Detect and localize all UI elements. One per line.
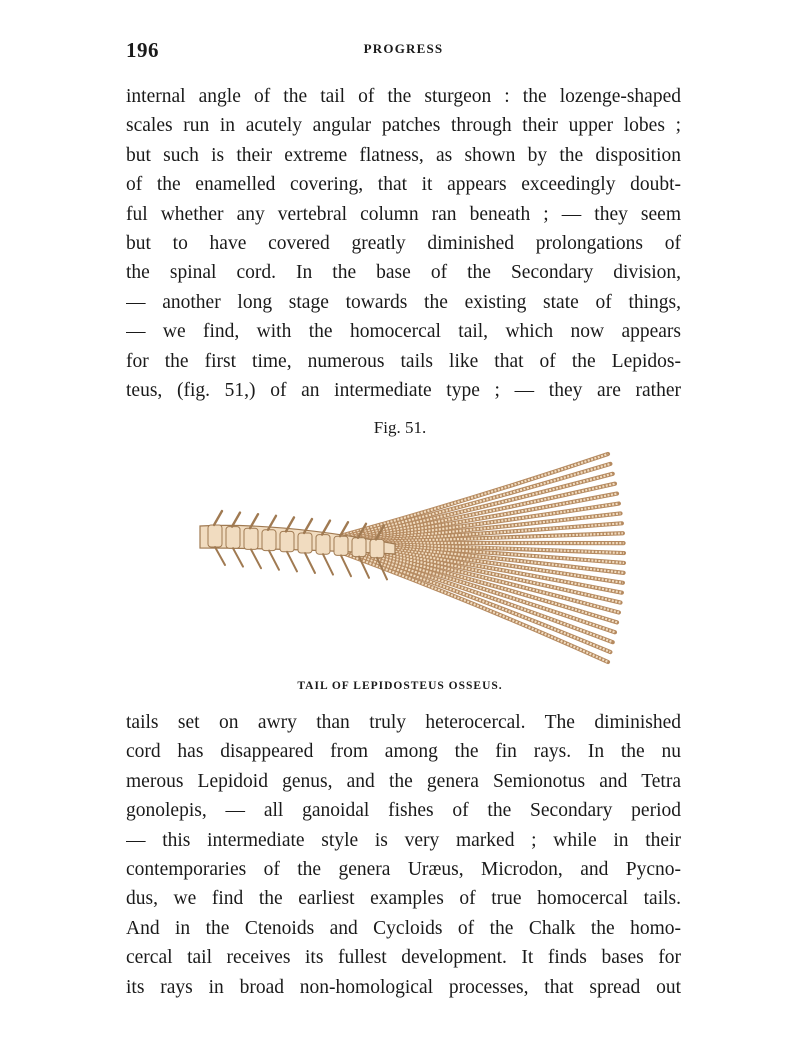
vertebra xyxy=(370,539,384,557)
text-line: — we find, with the homocercal tail, which now appears xyxy=(126,321,681,343)
paragraph-bottom xyxy=(126,708,681,1002)
text-line: of the enamelled covering, that it appears exceedingly doubt- xyxy=(126,174,681,196)
text-line: cord has disappeared from among the fin rays. In the nu xyxy=(126,741,681,763)
text-line: its rays in broad non-homological processes, that spread out xyxy=(126,976,681,998)
text-line: but to have covered greatly diminished prolongations of xyxy=(126,232,681,254)
text-line: but such is their extreme flatness, as shown by the disposition xyxy=(126,144,681,166)
haemal-spine xyxy=(269,551,279,570)
text-line: dus, we find the earliest examples of true homocercal tails. xyxy=(126,888,681,910)
vertebra xyxy=(316,535,330,555)
paragraph-top xyxy=(126,82,681,405)
vertebra xyxy=(208,525,222,547)
tail-skeleton-illustration xyxy=(190,448,630,670)
figure-label: Fig. 51. xyxy=(373,418,427,437)
text-line: scales run in acutely angular patches through their upper lobes ; xyxy=(126,115,681,137)
haemal-spine xyxy=(251,549,261,568)
haemal-spine xyxy=(233,548,243,566)
text-line: internal angle of the tail of the sturgeon : the lozenge-shaped xyxy=(126,86,681,107)
haemal-spine xyxy=(287,552,297,572)
neural-spine xyxy=(232,513,240,527)
text-line: the spinal cord. In the base of the Secondary division, xyxy=(126,262,681,284)
haemal-spine xyxy=(323,554,333,574)
vertebra xyxy=(334,536,348,555)
vertebra xyxy=(298,533,312,553)
text-line: And in the Ctenoids and Cycloids of the Chalk the homo- xyxy=(126,917,681,939)
haemal-spine xyxy=(341,555,351,576)
page-number: 196 xyxy=(126,38,159,62)
text-line: cercal tail receives its fullest development. It finds bases for xyxy=(126,947,681,969)
text-line: merous Lepidoid genus, and the genera Semionotus and Tetra xyxy=(126,770,681,792)
haemal-spine xyxy=(305,553,315,573)
vertebra xyxy=(262,530,276,551)
text-line: teus, (fig. 51,) of an intermediate type ; — they are rather xyxy=(126,379,681,401)
text-line: for the first time, numerous tails like that of the Lepidos- xyxy=(126,350,681,372)
text-line: ful whether any vertebral column ran beneath ; — they seem xyxy=(126,203,681,225)
text-line: gonolepis, — all ganoidal fishes of the Secondary period xyxy=(126,800,681,822)
text-line: — another long stage towards the existing state of things, xyxy=(126,291,681,313)
figure-caption: TAIL OF LEPIDOSTEUS OSSEUS. xyxy=(297,680,503,692)
text-line: contemporaries of the genera Uræus, Microdon, and Pycno- xyxy=(126,858,681,880)
page-header xyxy=(126,38,681,62)
vertebra xyxy=(280,531,294,551)
text-line: tails set on awry than truly heterocercal. The diminished xyxy=(126,712,681,733)
text-line: — this intermediate style is very marked ; while in their xyxy=(126,829,681,851)
haemal-spine xyxy=(215,547,225,565)
vertebra xyxy=(352,538,366,557)
vertebra xyxy=(226,527,240,549)
neural-spine xyxy=(214,511,222,525)
running-head: PROGRESS xyxy=(363,41,444,56)
vertebra xyxy=(244,528,258,549)
vertebral-column xyxy=(200,511,395,579)
